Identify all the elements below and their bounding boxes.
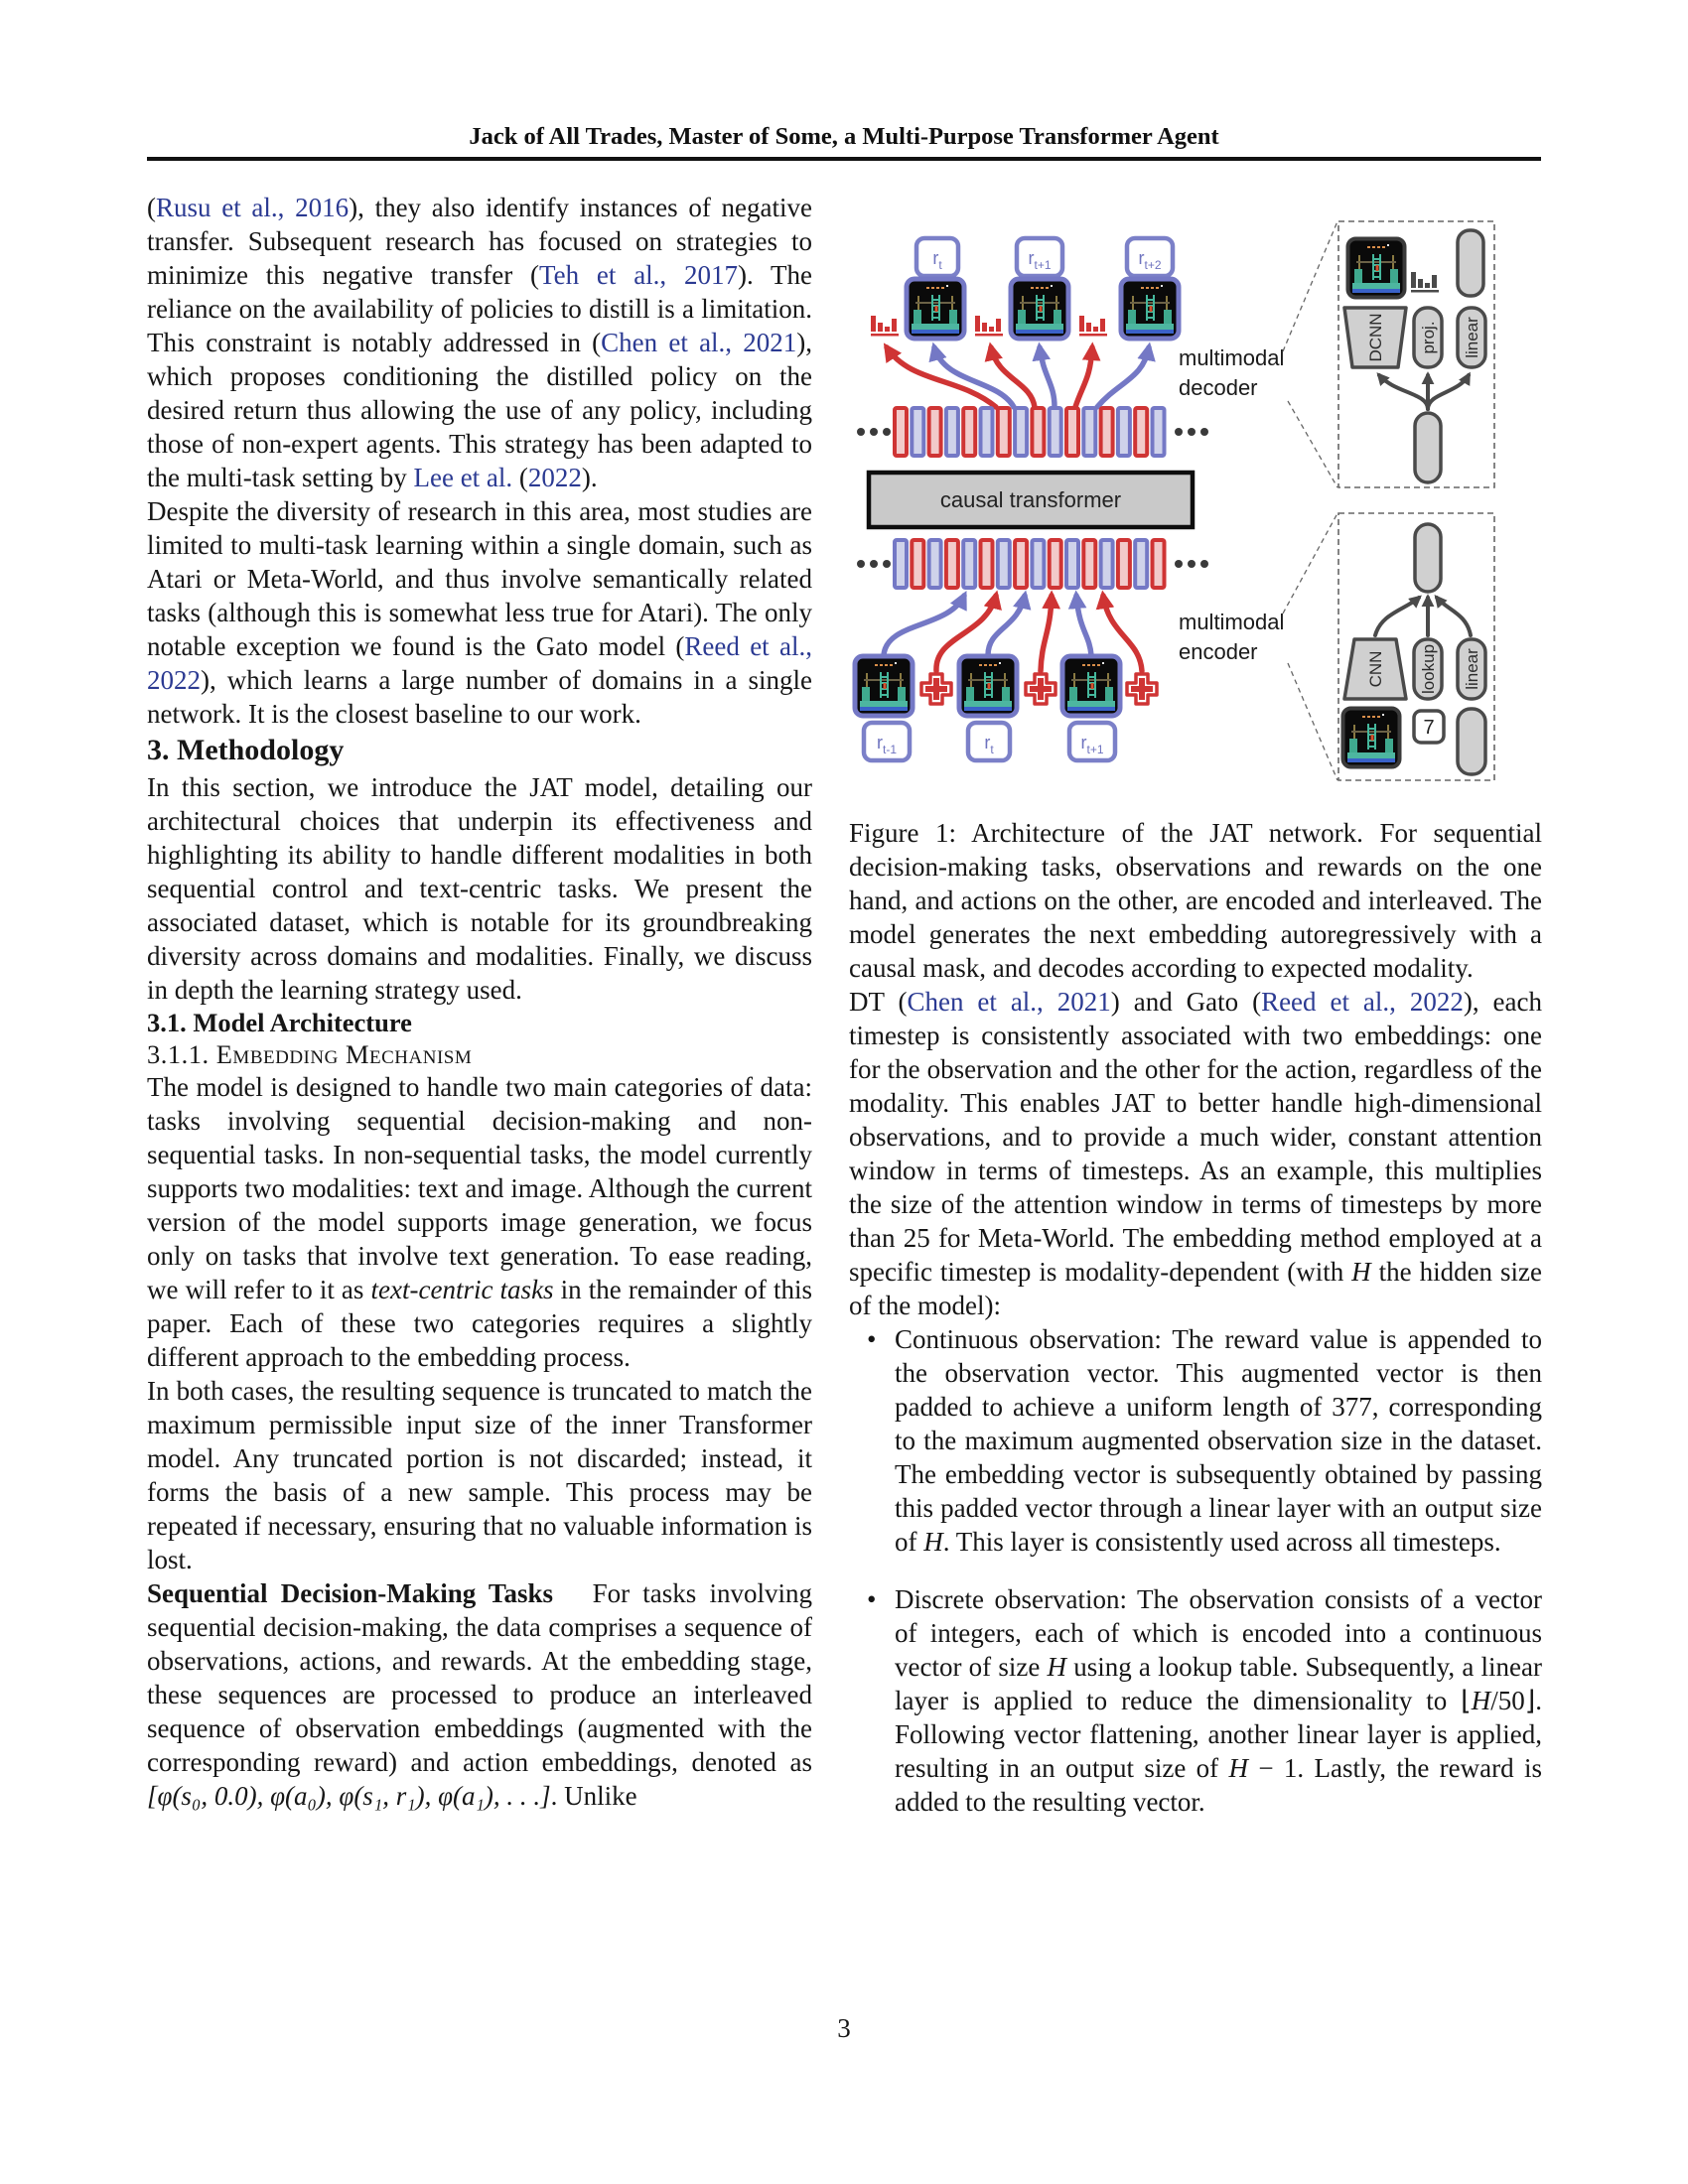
observation-token (1050, 408, 1061, 456)
text-segment: ), which proposes conditioning the distilled policy on the desired return thus allowing the use of any policy, including those of non-expert agents. This strategy has been adapted to the multi-task setting by (147, 328, 813, 492)
action-token (981, 540, 993, 588)
text-segment: ( (147, 193, 156, 222)
subsubsection-heading-embedding-mechanism: 3.1.1. Embedding Mechanism (147, 1039, 473, 1069)
observation-token (912, 408, 923, 456)
token-row-output (895, 408, 1165, 456)
observation-token (1101, 540, 1113, 588)
text-segment: Sequential Decision-Making Tasks (147, 1578, 553, 1608)
decoder-output-row (871, 238, 1179, 339)
paragraph: In both cases, the resulting sequence is truncated to match the maximum permissible input size of the inner Transformer model. Any truncated portion is not discarded; instead, it forms the basis of a new sample. This process may be repeated if necessary, ensuring that no valuable information is lost. (147, 1376, 812, 1574)
text-segment: ), which learns a large number of domains in a single network. It is the closest baseline to our work. (147, 665, 812, 729)
reward-box (1127, 238, 1173, 276)
text-segment: /50⌋. Following vector flattening, another linear layer is applied, resulting in an output size of (895, 1686, 1542, 1783)
action-token (1050, 540, 1061, 588)
svg-text:lookup: lookup (1419, 643, 1438, 695)
multimodal-decoder-label (1179, 345, 1284, 400)
observation-token (1066, 540, 1078, 588)
token-row-input (895, 540, 1165, 588)
observation-token (963, 540, 975, 588)
observation-token (1015, 408, 1027, 456)
svg-text:rt: $r_t$ (932, 248, 942, 272)
svg-text:rt-1: $r_{t-1}$ (876, 733, 898, 756)
observation-token (895, 540, 907, 588)
multimodal-encoder-detail (1338, 513, 1494, 780)
text-segment: H (1351, 1257, 1371, 1287)
citation-link[interactable]: Rusu et al., 2016 (156, 193, 350, 222)
reward-box (968, 723, 1010, 760)
svg-text:causal transformer: causal transformer (939, 487, 1122, 512)
citation-link[interactable]: Chen et al., 2021 (907, 987, 1111, 1017)
observation-token (1153, 408, 1165, 456)
paper-title: Jack of All Trades, Master of Some, a Multi-Purpose Transformer Agent (469, 123, 1219, 150)
text-segment: . Unlike (550, 1781, 637, 1811)
citation-link[interactable]: 2022 (527, 463, 582, 492)
observation-token (998, 540, 1010, 588)
paragraph (849, 985, 1542, 1322)
action-token (1083, 540, 1095, 588)
subsection-heading-model-architecture: 3.1. Model Architecture (147, 1008, 412, 1037)
citation-link[interactable]: Chen et al., 2021 (601, 328, 797, 357)
action-token (946, 540, 958, 588)
text-segment: H (1471, 1686, 1491, 1715)
multimodal-decoder-detail (1338, 221, 1494, 487)
bullet-marker: • (867, 1584, 877, 1614)
action-token (1135, 408, 1147, 456)
paragraph (147, 1576, 812, 1813)
section-heading-methodology: 3. Methodology (147, 734, 345, 766)
text-segment: H (923, 1527, 943, 1557)
text-segment: For tasks involving sequential decision-making, the data comprises a sequence of observations, actions, and rewards. At the embedding stage, these sequences are processed to produce an interleaved sequence of observation embeddings (augmented with the corresponding reward) and action embeddings, denoted as (147, 1578, 812, 1777)
observation-token (1135, 540, 1147, 588)
action-token (998, 408, 1010, 456)
svg-text:rt: $r_t$ (984, 733, 994, 756)
observation-token (1032, 540, 1044, 588)
text-segment: The model is designed to handle two main categories of data: tasks involving sequential decision-making and non-sequential tasks. In non-sequential tasks, the model currently supports two modalities: text and image. Although the current version of the model supports image generation, we focus only on tasks that involve text generation. To ease reading, we will refer to it as (147, 1072, 812, 1304)
svg-text:proj.: proj. (1419, 321, 1438, 354)
text-segment: DT ( (849, 987, 908, 1017)
action-token (895, 408, 907, 456)
bullet-text (895, 1324, 1542, 1557)
observation-token (1083, 408, 1095, 456)
observation-token (1118, 408, 1130, 456)
action-token (1032, 408, 1044, 456)
text-segment: Continuous observation: The reward value is appended to the observation vector. This augmented vector is then padded to achieve a uniform length of 377, corresponding to the maximum augmented observation size in the dataset. The embedding vector is subsequently obtained by passing this padded vector through a linear layer with an output size of (895, 1324, 1542, 1557)
text-segment: H (1047, 1652, 1067, 1682)
discrete-token-box (1414, 711, 1444, 743)
decoder-output-arrows (887, 347, 1149, 407)
text-segment: Discrete observation: The observation consists of a vector of integers, each of which is encoded into a continuous vector of size (895, 1584, 1542, 1682)
svg-text:CNN: CNN (1366, 650, 1385, 688)
bullet-marker: • (867, 1324, 877, 1354)
text-segment: using a lookup table. Subsequently, a linear layer is applied to reduce the dimensionality to ⌊ (895, 1652, 1543, 1715)
reward-box (916, 238, 958, 276)
observation-token (946, 408, 958, 456)
text-segment: [φ(s₀, 0.0), φ(a₀), φ(s₁, r₁), φ(a₁), . . .] (147, 1781, 551, 1811)
reward-box (1069, 723, 1115, 760)
paragraph: In this section, we introduce the JAT model, detailing our architectural choices that underpin its effectiveness and highlighting its ability to handle different modalities in both sequential control and text-centric tasks. We present the associated dataset, which is notable for its groundbreaking diversity across domains and modalities. Finally, we discuss in depth the learning strategy used. (147, 772, 812, 1005)
citation-link[interactable]: Lee et al. (413, 463, 513, 492)
svg-text:linear: linear (1463, 317, 1481, 358)
action-token (1153, 540, 1165, 588)
text-segment: ). (581, 463, 598, 492)
text-segment: − 1. Lastly, the reward is added to the resulting vector. (895, 1753, 1542, 1817)
paragraph (147, 191, 812, 494)
reward-box (864, 723, 910, 760)
text-segment: the hidden size of the model): (849, 1257, 1542, 1320)
bullet-text (895, 1584, 1542, 1817)
paragraph (147, 494, 812, 731)
reward-box (1017, 238, 1062, 276)
svg-text:rt+1: $r_{t+1}$ (1028, 248, 1052, 272)
action-token (1101, 408, 1113, 456)
text-segment: H (1228, 1753, 1249, 1783)
text-segment: ), they also identify instances of negative transfer. Subsequent research has focused on strategies to minimize this negative transfer ( (147, 193, 812, 290)
action-token (963, 408, 975, 456)
action-token (912, 540, 923, 588)
figure-1-architecture-diagram (849, 147, 1542, 804)
left-column (147, 191, 812, 1813)
multimodal-encoder-label (1179, 610, 1284, 664)
svg-text:encoder: encoder (1179, 639, 1258, 664)
observation-token (929, 540, 941, 588)
citation-link[interactable]: Reed et al., 2022 (147, 631, 812, 695)
text-segment: in the remainder of this paper. Each of these two categories requires a slightly different approach to the embedding process. (147, 1275, 812, 1372)
svg-text:linear: linear (1463, 648, 1481, 690)
encoder-input-row (855, 656, 1157, 760)
list-item (849, 1582, 1542, 1819)
causal-transformer-block (869, 473, 1193, 527)
text-segment: . This layer is consistently used across all timesteps. (942, 1527, 1501, 1557)
svg-text:multimodal: multimodal (1179, 345, 1285, 370)
text-segment: ( (512, 463, 528, 492)
text-segment: Despite the diversity of research in this area, most studies are limited to multi-task learning within a single domain, such as Atari or Meta-World, and thus involve semantically related tasks (although this is somewhat less true for Atari). The only notable exception we found is the Gato model ( (147, 496, 812, 661)
svg-text:rt+1: $r_{t+1}$ (1080, 733, 1104, 756)
figure-caption: Figure 1: Architecture of the JAT network. For sequential decision-making tasks, observations and rewards on the one hand, and actions on the other, are encoded and interleaved. The model generates the next embedding autoregressively with a causal mask, and decodes according to expected modality. (849, 818, 1542, 983)
svg-text:7: 7 (1423, 717, 1435, 739)
zoom-lens-lines (1283, 221, 1337, 780)
action-token (1118, 540, 1130, 588)
svg-text:rt+2: $r_{t+2}$ (1138, 248, 1162, 272)
page-number: 3 (837, 2013, 851, 2043)
text-segment: text-centric tasks (370, 1275, 554, 1304)
text-segment: ), each timestep is consistently associated with two embeddings: one for the observation and the other for the action, regardless of the modality. This enables JAT to better handle high-dimensional observations, and to provide a much wider, constant attention window in terms of timesteps. As an example, this multiplies the size of the attention window in terms of timesteps by more than 25 for Meta-World. The embedding method employed at a specific timestep is modality-dependent (with (849, 987, 1542, 1287)
citation-link[interactable]: Reed et al., 2022 (1261, 987, 1464, 1017)
svg-text:multimodal: multimodal (1179, 610, 1285, 634)
text-segment: ). The reliance on the availability of policies to distill is a limitation. This constraint is notably addressed in ( (147, 260, 813, 357)
action-token (1066, 408, 1078, 456)
right-column (849, 147, 1542, 1819)
action-token (929, 408, 941, 456)
text-segment: ) and Gato ( (1110, 987, 1262, 1017)
observation-token (981, 408, 993, 456)
svg-text:decoder: decoder (1179, 375, 1258, 400)
action-token (1015, 540, 1027, 588)
paragraph (147, 1070, 812, 1374)
list-item (849, 1322, 1542, 1559)
citation-link[interactable]: Teh et al., 2017 (539, 260, 738, 290)
svg-text:DCNN: DCNN (1366, 313, 1385, 362)
